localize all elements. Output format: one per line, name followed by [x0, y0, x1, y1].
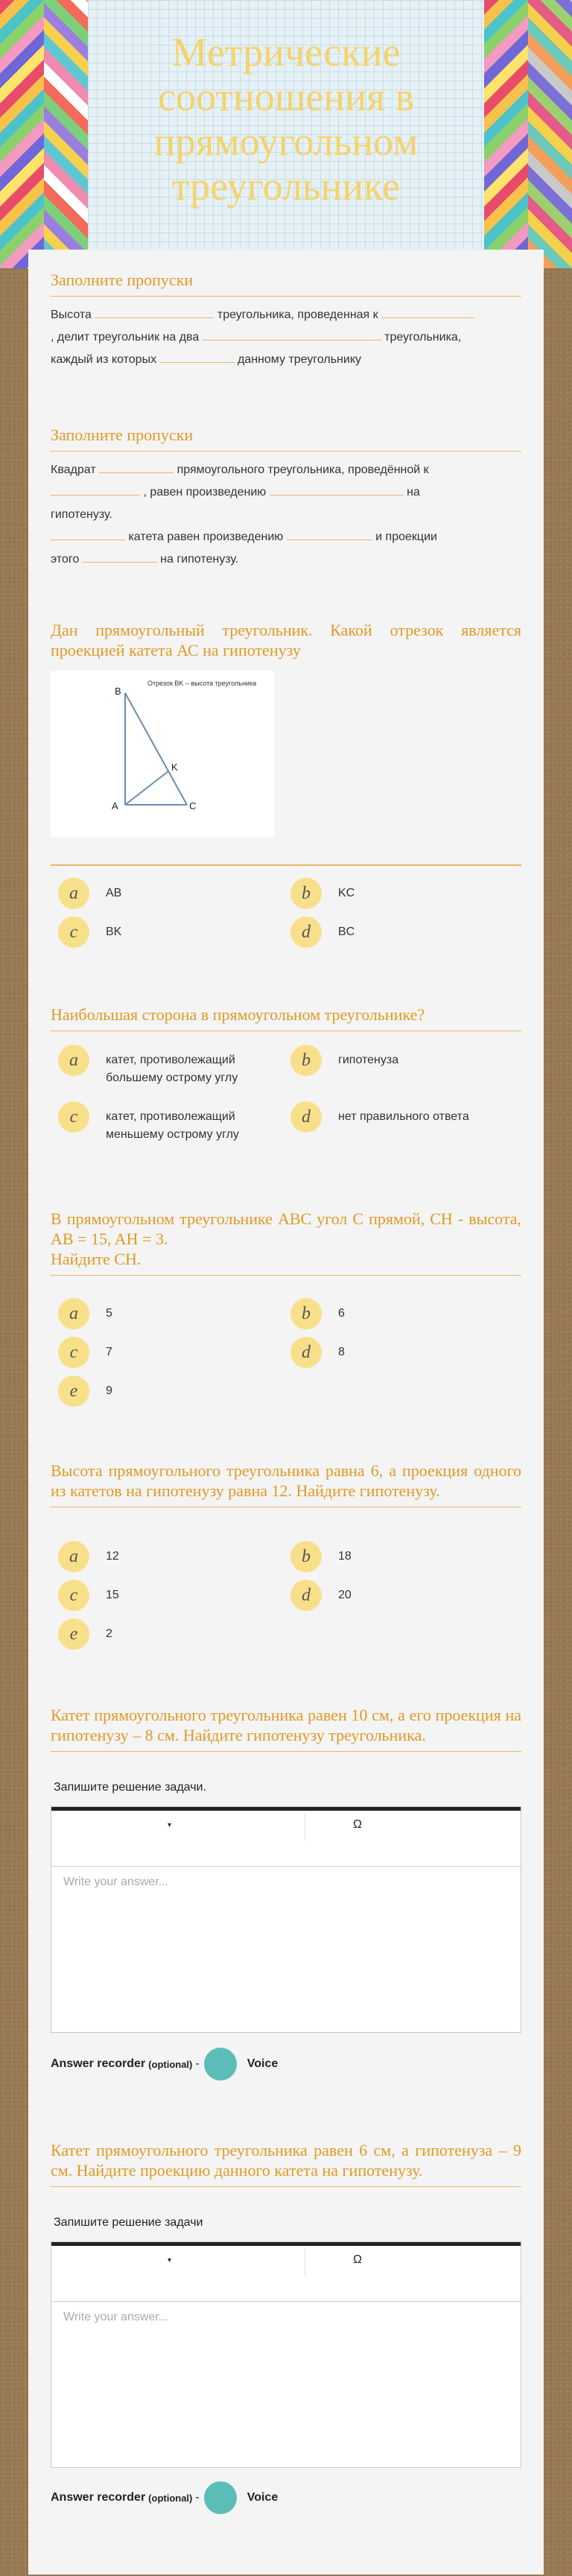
recorder-label: Answer recorder: [51, 2491, 146, 2504]
special-character-icon[interactable]: Ω: [353, 1818, 362, 1831]
voice-record-button[interactable]: [204, 2048, 237, 2080]
question-1-title: Заполните пропуски: [51, 270, 521, 297]
option-d[interactable]: [290, 1337, 502, 1368]
option-label: BC: [338, 925, 355, 938]
option-label: катет, противолежащий меньшему острому углу: [106, 1110, 239, 1141]
triangle-figure: [51, 671, 274, 838]
blank-input[interactable]: [51, 482, 140, 496]
option-e[interactable]: [58, 1618, 270, 1650]
option-a[interactable]: [58, 1541, 270, 1572]
q2-text-segment: на гипотенузу.: [160, 553, 239, 566]
question-1-text: [51, 304, 521, 371]
option-c[interactable]: [58, 1101, 270, 1144]
question-3-title: Дан прямоугольный треугольник. Какой отрезок является проекцией катета АС на гипотенузу: [51, 621, 521, 659]
option-badge: c: [58, 917, 89, 948]
question-3: [51, 620, 521, 666]
option-badge: a: [58, 878, 89, 909]
option-badge: e: [58, 1618, 89, 1650]
q2-text-segment: на: [407, 486, 420, 499]
option-b[interactable]: [290, 1045, 502, 1076]
option-label: KC: [338, 887, 355, 899]
option-label: нет правильного ответа: [338, 1110, 469, 1123]
q2-text-segment: этого: [51, 553, 80, 566]
recorder-optional: (optional): [148, 2492, 193, 2504]
option-label: 12: [106, 1550, 119, 1563]
question-8-title: Катет прямоугольного треугольника равен 6 см, а гипотенуза – 9 см. Найдите проекцию данного катета на гипотенузу.: [51, 2140, 521, 2187]
height-ak: [125, 771, 168, 805]
recorder-dash: -: [195, 2057, 200, 2070]
question-2: [51, 425, 521, 571]
option-label: AB: [106, 887, 122, 899]
format-dropdown-icon[interactable]: ▾: [168, 1821, 172, 1829]
blank-input[interactable]: [51, 527, 125, 540]
vertex-label-a: A: [112, 800, 118, 811]
question-5-title: В прямоугольном треугольнике ABC угол C прямой, CH - высота, AB = 15, AH = 3.: [51, 1209, 521, 1248]
q1-text-segment: каждый из которых: [51, 353, 157, 366]
option-c[interactable]: [58, 917, 270, 948]
blank-input[interactable]: [287, 527, 372, 540]
voice-label: Voice: [247, 2057, 279, 2070]
question-8-instruction: Запишите решение задачи: [54, 2216, 203, 2229]
q1-text-segment: Высота: [51, 308, 92, 321]
option-d[interactable]: [290, 917, 502, 948]
question-6-title: Высота прямоугольного треугольника равна 6, а проекция одного из катетов на гипотенузу равна 12. Найдите гипотенузу.: [51, 1461, 521, 1507]
q1-text-segment: , делит треугольник на два: [51, 331, 200, 344]
question-1: [51, 270, 521, 371]
option-b[interactable]: [290, 1298, 502, 1329]
option-badge: b: [290, 1298, 322, 1329]
option-badge: b: [290, 878, 322, 909]
question-4: [51, 1004, 521, 1031]
option-d[interactable]: [290, 1101, 502, 1133]
question-5: [51, 1209, 521, 1276]
recorder-dash: -: [195, 2491, 200, 2504]
blank-input[interactable]: [270, 482, 404, 496]
option-label: 9: [106, 1384, 112, 1397]
blank-input[interactable]: [83, 549, 157, 563]
vertex-label-c: C: [189, 800, 197, 811]
option-badge: d: [290, 1580, 322, 1611]
blank-input[interactable]: [95, 305, 214, 318]
option-badge: c: [58, 1580, 89, 1611]
option-badge: d: [290, 1101, 322, 1133]
option-label: катет, противолежащий большему острому углу: [106, 1054, 238, 1084]
special-character-icon[interactable]: Ω: [353, 2253, 362, 2266]
option-label: 20: [338, 1589, 352, 1601]
blank-input[interactable]: [99, 460, 174, 473]
q2-text-segment: прямоугольного треугольника, проведённой к: [177, 463, 429, 476]
question-8: [51, 2140, 521, 2187]
option-badge: b: [290, 1045, 322, 1076]
option-label: 2: [106, 1627, 112, 1640]
answer-editor[interactable]: [51, 1806, 521, 2033]
q2-text-segment: Квадрат: [51, 463, 96, 476]
voice-record-button[interactable]: [204, 2481, 237, 2514]
format-dropdown-icon[interactable]: ▾: [168, 2256, 172, 2265]
option-badge: d: [290, 1337, 322, 1368]
chevron-pattern-left: [0, 0, 88, 268]
q2-text-segment: катета равен произведению: [128, 531, 284, 543]
editor-toolbar: [51, 1807, 521, 1867]
option-c[interactable]: [58, 1580, 270, 1611]
q1-text-segment: треугольника,: [384, 331, 462, 344]
blank-input[interactable]: [203, 327, 381, 341]
option-label: 15: [106, 1589, 119, 1601]
question-2-text: [51, 459, 521, 571]
answer-textarea[interactable]: Write your answer...: [63, 1876, 169, 1888]
option-label: BK: [106, 925, 122, 938]
option-badge: e: [58, 1376, 89, 1407]
option-label: 18: [338, 1550, 352, 1563]
option-badge: c: [58, 1337, 89, 1368]
option-d[interactable]: [290, 1580, 502, 1611]
recorder-optional: (optional): [148, 2058, 193, 2070]
question-3-divider: [51, 864, 521, 866]
question-4-title: Наибольшая сторона в прямоугольном треугольнике?: [51, 1004, 521, 1031]
triangle-diagram: [51, 671, 274, 838]
option-label: 5: [106, 1307, 112, 1320]
answer-editor[interactable]: [51, 2241, 521, 2468]
q2-text-segment: и проекции: [375, 531, 437, 543]
option-badge: c: [58, 1101, 89, 1133]
question-6: [51, 1461, 521, 1507]
answer-recorder: [51, 2481, 278, 2514]
editor-toolbar: [51, 2242, 521, 2302]
question-7: [51, 1705, 521, 1752]
recorder-label: Answer recorder: [51, 2057, 146, 2070]
vertex-label-b: B: [115, 686, 121, 697]
option-c[interactable]: [58, 1337, 270, 1368]
q1-text-segment: данному треугольнику: [237, 353, 361, 366]
question-5-title-2: Найдите CH.: [51, 1249, 521, 1276]
option-label: 7: [106, 1346, 112, 1358]
vertex-label-k: K: [171, 762, 178, 773]
triangle-side-bc: [125, 693, 187, 805]
option-label: 8: [338, 1346, 345, 1358]
question-7-instruction: Запишите решение задачи.: [54, 1781, 206, 1794]
option-badge: b: [290, 1541, 322, 1572]
chevron-pattern-right: [484, 0, 572, 268]
option-badge: a: [58, 1298, 89, 1329]
option-a[interactable]: [58, 1045, 270, 1087]
option-label: гипотенуза: [338, 1054, 399, 1066]
q1-text-segment: треугольника, проведенная к: [217, 308, 378, 321]
option-b[interactable]: [290, 1541, 502, 1572]
question-2-title: Заполните пропуски: [51, 425, 521, 452]
option-a[interactable]: [58, 1298, 270, 1329]
option-b[interactable]: [290, 878, 502, 909]
blank-input[interactable]: [160, 349, 235, 363]
option-a[interactable]: [58, 878, 270, 909]
question-7-title: Катет прямоугольного треугольника равен 10 см, а его проекция на гипотенузу – 8 см. Найдите гипотенузу треугольника.: [51, 1705, 521, 1752]
answer-recorder: [51, 2048, 278, 2080]
blank-input[interactable]: [381, 305, 474, 318]
header-banner: [0, 0, 572, 268]
option-badge: a: [58, 1541, 89, 1572]
option-badge: a: [58, 1045, 89, 1076]
option-label: 6: [338, 1307, 345, 1320]
q2-text-segment: , равен произведению: [143, 486, 267, 499]
q2-text-segment: гипотенузу.: [51, 508, 112, 521]
figure-caption: Отрезок BK – высота треугольника: [147, 680, 257, 687]
voice-label: Voice: [247, 2491, 279, 2504]
option-badge: d: [290, 917, 322, 948]
page-title: Метрические соотношения в прямоугольном треугольнике: [153, 30, 419, 209]
option-e[interactable]: [58, 1376, 270, 1407]
answer-textarea[interactable]: Write your answer...: [63, 2311, 169, 2323]
